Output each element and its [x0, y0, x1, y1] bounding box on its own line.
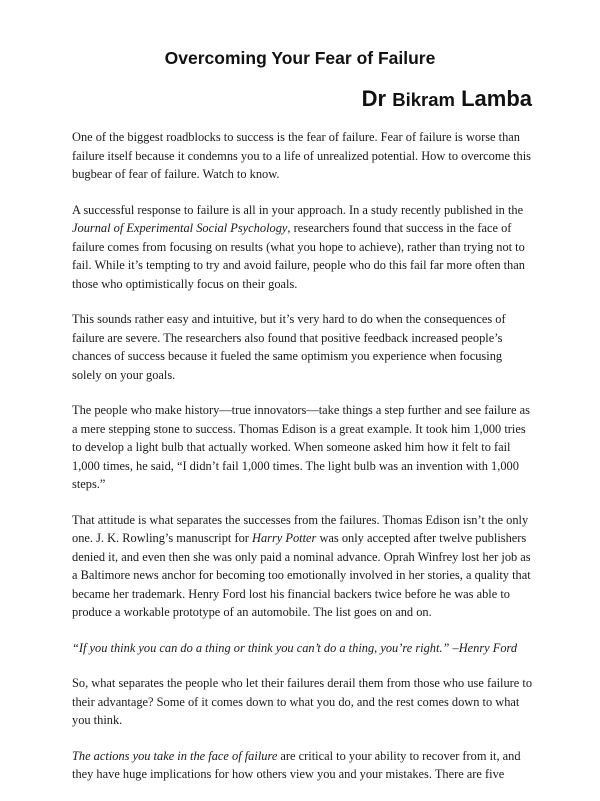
author-prefix: Dr: [361, 86, 387, 111]
henry-ford-quote: “If you think you can do a thing or think you can’t do a thing, you’re right.” –Henry Ford: [72, 640, 518, 655]
journal-title: Journal of Experimental Social Psychology: [72, 221, 288, 235]
paragraph-examples-before: That attitude is what separates the successes from the failures. Thomas Edison isn’t the only one. J. K. Rowling’s manuscript for: [72, 512, 529, 545]
paragraph-study-after: , researchers found that success in the face of failure comes from focusing on results (what you hope to achieve), rather than trying not to fail. While it’s tempting to try and avoid failure, people who do this fail far more often than those who optimistically focus on their goals.: [72, 221, 525, 291]
author-surname: Lamba: [461, 86, 532, 111]
paragraph-edison: The people who make history—true innovators—take things a step further and see failure as a mere stepping stone to success. Thomas Edison is a great example. It took him 1,000 tries to develop a light bulb that actually worked. When someone asked him how it felt to fail 1,000 times, he said, “I didn’t fail 1,000 times. The light bulb was an invention with 1,000 steps.”: [72, 403, 530, 491]
paragraph-study: [72, 201, 534, 294]
paragraph-what-separates: So, what separates the people who let their failures derail them from those who use failure to their advantage? Some of it comes down to what you do, and the rest comes down to what you think.: [72, 676, 533, 727]
book-title: Harry Potter: [252, 531, 317, 545]
paragraph-actions-after: are critical to your ability to recover from it, and they have huge implications for how others view you and your mistakes. There are five: [72, 748, 521, 781]
paragraph-actions: [72, 747, 534, 784]
paragraph-intro: One of the biggest roadblocks to success is the fear of failure. Fear of failure is worse than failure itself because it condemns you to a life of unrealized potential. How to overcome this bugbear of fear of failure. Watch to know.: [72, 130, 531, 181]
paragraph-consequences: This sounds rather easy and intuitive, but it’s very hard to do when the consequences of failure are severe. The researchers also found that positive feedback increased people’s chances of success because it fueled the same optimism you experience when focusing solely on your goals.: [72, 312, 506, 382]
document-title: Overcoming Your Fear of Failure: [164, 48, 436, 68]
article-body: [72, 128, 534, 801]
author-given-name: Bikram: [392, 89, 455, 110]
author-byline: [362, 86, 532, 112]
paragraph-study-before: A successful response to failure is all in your approach. In a study recently published in the: [72, 202, 524, 217]
paragraph-examples-after: was only accepted after twelve publishers denied it, and even then she was only paid a nominal advance. Oprah Winfrey lost her job as a Baltimore news anchor for becoming too emotionally involved in her stories, a quality that became her trademark. Henry Ford lost his financial backers twice before he was able to produce a workable prototype of an automobile. The list goes on and on.: [72, 531, 531, 619]
paragraph-examples: [72, 511, 534, 622]
paragraph-actions-lead: The actions you take in the face of failure: [72, 748, 278, 763]
